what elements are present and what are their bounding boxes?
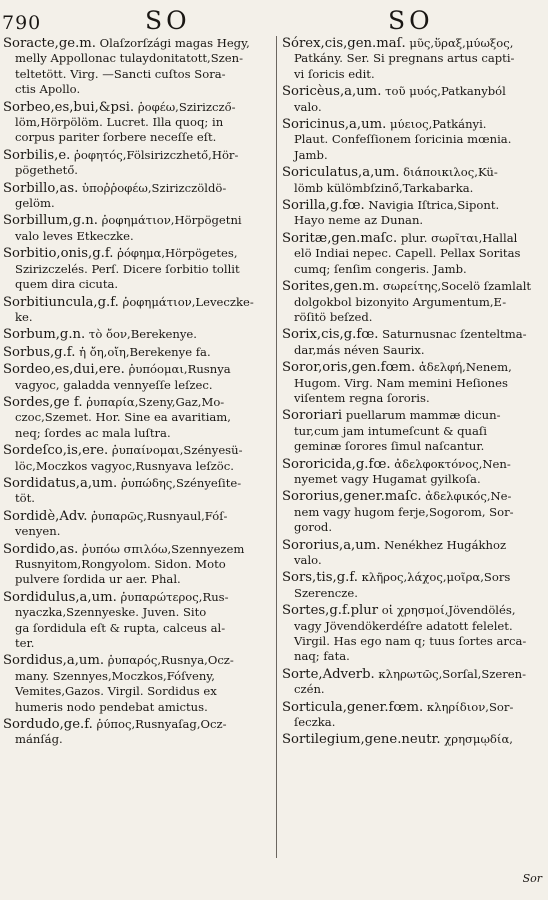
dictionary-entry [3,590,273,652]
entry-continuation-line: Vemites,Gazos. Virgil. Sordidus ex [15,684,217,699]
entry-headword: Sorticula,gener.fœm. [282,699,424,715]
dictionary-entry [282,570,545,601]
entry-headword: Sororiari [282,408,343,424]
dictionary-entry [282,117,545,163]
entry-continuation-line: Patkány. Ser. Si pregnans artus capti- [294,51,515,66]
entry-headword: Sorte,Adverb. [282,666,375,682]
dictionary-entry [3,148,273,179]
entry-headword: Sororius,gener.maſc. [282,489,422,505]
entry-continuation-line: nyaczka,Szennyeske. Juven. Sito [15,605,207,620]
entry-continuation-line: quem dira cicuta. [15,277,119,292]
entry-first-line: κληρωτῶς,Sorſal,Szeren- [378,666,527,681]
entry-first-line: ῥοφημάτιον,Hörpögetni [101,213,242,228]
entry-headword: Sordidè,Adv. [3,508,88,524]
left-running-head: SO [145,6,191,35]
entry-continuation-line: valo. [294,553,322,567]
entry-continuation-line: Jamb. [294,147,328,162]
entry-continuation-line: cumq; ſenſim congeris. Jamb. [294,261,467,276]
entry-headword: Sórex,cis,gen.maſ. [282,36,406,51]
entry-first-line: ῥυπαρῶς,Rusnyaul,Fóſ- [91,508,228,523]
entry-continuation-line: nem vagy hugom ferje,Sogorom, Sor- [294,504,514,519]
dictionary-entry [3,395,273,441]
dictionary-entry [282,231,545,277]
entry-headword: Sordudo,ge.f. [3,717,93,733]
entry-continuation-line: elö Indiai nepec. Capell. Pellax Soritas [294,246,521,261]
entry-headword: Sorilla,g.fœ. [282,198,365,214]
dictionary-entry [3,476,273,507]
entry-continuation-line: dolgokbol bizonyito Argumentum,E- [294,294,507,309]
entry-first-line: ἀδελφοκτόνος,Nen- [394,456,511,471]
entry-continuation-line: ctis Apollo. [15,82,81,97]
entry-first-line: ἀδελφή,Nenem, [418,360,512,375]
dictionary-entry [282,732,545,747]
dictionary-entry [3,36,273,98]
entry-first-line: ῥυπώδης,Szényeſite- [120,475,242,490]
right-column [282,36,545,748]
entry-first-line: Nenékhez Hugákhoz [384,537,507,552]
entry-first-line: ἀδελφικός,Ne- [425,489,512,504]
dictionary-entry [3,246,273,292]
entry-headword: Sordes,ge f. [3,394,83,410]
dictionary-entry [3,362,273,393]
entry-continuation-line: venyen. [15,524,61,539]
entry-first-line: ῥυπαρός,Rusnya,Ocz- [107,653,234,668]
entry-continuation-line: vagy Jövendökerdéſre adatott felelet. [294,618,513,633]
dictionary-entry [282,327,545,358]
entry-headword: Sortilegium,gene.neutr. [282,732,441,748]
entry-first-line: Navigia Iſtrica,Sipont. [368,198,500,213]
dictionary-entry [282,36,545,82]
entry-headword: Sors,tis,g.f. [282,570,358,586]
entry-headword: Sordeſco,is,ere. [3,443,109,459]
entry-headword: Sorites,gen.m. [282,279,380,295]
dictionary-entry [282,667,545,698]
entry-first-line: τοῦ μυός,Patkanyból [385,84,506,99]
entry-headword: Sortes,g.f.plur [282,603,379,619]
dictionary-entry [282,198,545,229]
dictionary-entry [3,213,273,244]
entry-continuation-line: pulvere ſordida ur aer. Phal. [15,572,181,587]
dictionary-entry [282,165,545,196]
entry-first-line: ῥόφημα,Hörpögetes, [117,246,238,261]
entry-continuation-line: pögethető. [15,163,78,178]
entry-continuation-line: many. Szennyes,Moczkos,Fóſveny, [15,668,215,683]
entry-headword: Sorix,cis,g.fœ. [282,327,379,343]
dictionary-entry [3,295,273,326]
entry-continuation-line: löm,Hörpölöm. Lucret. Illa quoq; in [15,115,224,130]
entry-first-line: ῥυπαίνομαι,Szényesü- [111,443,243,458]
entry-headword: Sordidus,a,um. [3,653,105,669]
entry-first-line: ῥοφητός,Fölsirizczhető,Hör- [74,147,239,162]
entry-headword: Sorbillum,g.n. [3,213,98,229]
entry-continuation-line: czén. [294,682,325,697]
dictionary-entry [282,700,545,731]
entry-continuation-line: nyemet vagy Hugamat gyilkoſa. [294,471,481,486]
entry-continuation-line: teltetött. Virg. —Sancti cuſtos Sora- [15,66,226,81]
column-divider [276,36,277,858]
entry-continuation-line: mánſág. [15,732,63,747]
entry-continuation-line: lömb külömbſzinő,Tarkabarka. [294,180,474,195]
entry-continuation-line: gelöm. [15,196,55,211]
entry-continuation-line: vagyoc, galadda vennyeſſe leſzec. [15,377,213,392]
entry-first-line: ῥυπαρώτερος,Rus- [120,589,229,604]
left-column [3,36,273,748]
entry-continuation-line: corpus pariter ſorbere neceſſe eſt. [15,130,217,145]
entry-continuation-line: Szirizczelés. Perſ. Dicere ſorbitio tollit [15,261,240,276]
entry-headword: Sorbus,g.f. [3,344,76,360]
dictionary-entry [282,360,545,406]
dictionary-entry [282,279,545,325]
dictionary-entry [282,457,545,488]
entry-first-line: plur. σωρῖται,Hallal [400,230,518,245]
dictionary-entry [3,327,273,342]
entry-headword: Soricèus,a,um. [282,84,382,100]
entry-first-line: ῥοφημάτιον,Leveczke- [122,294,254,309]
entry-continuation-line: neq; ſordes ac mala luſtra. [15,425,171,440]
entry-first-line: χρησμῳδία, [444,732,513,747]
entry-continuation-line: ter. [15,636,35,651]
dictionary-entry [3,181,273,212]
entry-continuation-line: ke. [15,309,33,324]
entry-continuation-line: Szerencze. [294,585,358,600]
dictionary-entry [3,100,273,146]
entry-continuation-line: Virgil. Has ego nam q; tuus ſortes arca- [294,634,527,649]
entry-headword: Sordidulus,a,um. [3,589,117,605]
entry-first-line: ῥοφέω,Szirizcző- [137,99,236,114]
entry-first-line: ῥυπόομαι,Rusnya [128,362,231,377]
entry-first-line: κληρίδιον,Sor- [426,699,514,714]
dictionary-entry [3,509,273,540]
entry-headword: Sordeo,es,dui,ere. [3,362,125,378]
entry-first-line: διάποικιλος,Kü- [403,165,498,180]
entry-continuation-line: geminæ ſorores ſimul naſcantur. [294,439,485,454]
entry-headword: Sorbitio,onis,g.f. [3,246,114,262]
entry-headword: Sorbeo,es,bui,&psi. [3,99,135,115]
dictionary-entry [3,542,273,588]
entry-continuation-line: Hugom. Virg. Nam memini Heſiones [294,375,508,390]
page-number: 790 [2,12,42,34]
entry-continuation-line: löc,Moczkos vagyoc,Rusnyava leſzöc. [15,458,234,473]
entry-continuation-line: melly Appollonac tulaydonitatott,Szen- [15,51,244,66]
entry-first-line: ῥυπαρία,Szeny,Gaz,Mo- [86,394,225,409]
entry-continuation-line: töt. [15,491,35,506]
dictionary-entry [282,489,545,535]
entry-continuation-line: vi ſoricis edit. [294,66,375,81]
entry-continuation-line: ſeczka. [294,715,336,730]
entry-headword: Soriculatus,a,um. [282,165,400,181]
entry-headword: Soritæ,gen.maſc. [282,230,398,246]
entry-continuation-line: viſentem regna ſororis. [294,390,430,405]
dictionary-entry [3,443,273,474]
entry-continuation-line: humeris nodo pendebat amictus. [15,699,208,714]
entry-continuation-line: dar,más néven Saurix. [294,342,425,357]
entry-first-line: οἱ χρησμοί,Jövendölés, [381,603,516,618]
entry-headword: Soricinus,a,um. [282,117,387,133]
entry-continuation-line: gorod. [294,520,333,535]
entry-headword: Sororicida,g.fœ. [282,456,391,472]
entry-continuation-line: valo. [294,99,322,114]
entry-continuation-line: czoc,Szemet. Hor. Sine ea avaritiam, [15,410,231,425]
entry-first-line: σωρείτης,Socelö ſzamlalt [382,279,532,294]
page-header [0,2,548,36]
entry-headword: Soror,oris,gen.fœm. [282,360,416,376]
entry-headword: Sororius,a,um. [282,537,381,553]
entry-continuation-line: valo leves Etkeczke. [15,228,134,243]
entry-headword: Sorbum,g.n. [3,327,86,343]
dictionary-entry [282,603,545,665]
entry-headword: Sorbillo,as. [3,180,79,196]
entry-first-line: Olaſzorſzági magas Hegy, [99,36,250,50]
entry-first-line: puellarum mammæ dicun- [345,408,501,423]
entry-first-line: ῥύπος,Rusnyaſag,Ocz- [96,717,227,732]
entry-first-line: Saturnusnac ſzenteltma- [382,327,527,342]
dictionary-entry [3,717,273,748]
entry-continuation-line: ga ſordidula eſt & rupta, calceus al- [15,620,226,635]
entry-continuation-line: Plaut. Confeſſionem ſoricinia mœnia. [294,132,512,147]
entry-first-line: κλῆρος,λάχος,μοῖρα,Sors [361,570,511,585]
entry-first-line: τὸ ὄον,Berekenye. [88,327,197,342]
entry-continuation-line: Hayo neme az Dunan. [294,213,424,228]
entry-headword: Sorbilis,e. [3,147,71,163]
entry-first-line: μύειος,Patkányi. [389,117,487,132]
entry-headword: Sorbitiuncula,g.f. [3,294,119,310]
dictionary-entry [282,84,545,115]
entry-continuation-line: Rusnyitom,Rongyolom. Sidon. Moto [15,557,226,571]
entry-continuation-line: naq; fata. [294,649,350,664]
entry-first-line: ὑποῤῥοφέω,Szirizczöldö- [82,180,227,195]
dictionary-entry [3,345,273,360]
entry-headword: Soracte,ge.m. [3,36,96,51]
right-running-head: SO [388,6,434,35]
entry-first-line: ῥυπόω σπιλόω,Szennyezem [82,541,245,556]
entry-headword: Sordido,as. [3,541,79,557]
entry-continuation-line: tur,cum jam intumeſcunt & quaſi [294,423,487,438]
dictionary-entry [3,653,273,715]
entry-continuation-line: röſitö beſzed. [294,309,373,324]
dictionary-entry [282,408,545,454]
entry-first-line: μῦς,ὕραξ,μύωξος, [409,36,514,50]
catchword: Sor [522,872,542,885]
entry-headword: Sordidatus,a,um. [3,475,118,491]
entry-first-line: ἡ ὄη,οἴη,Berekenye fa. [79,344,211,359]
dictionary-entry [282,538,545,569]
